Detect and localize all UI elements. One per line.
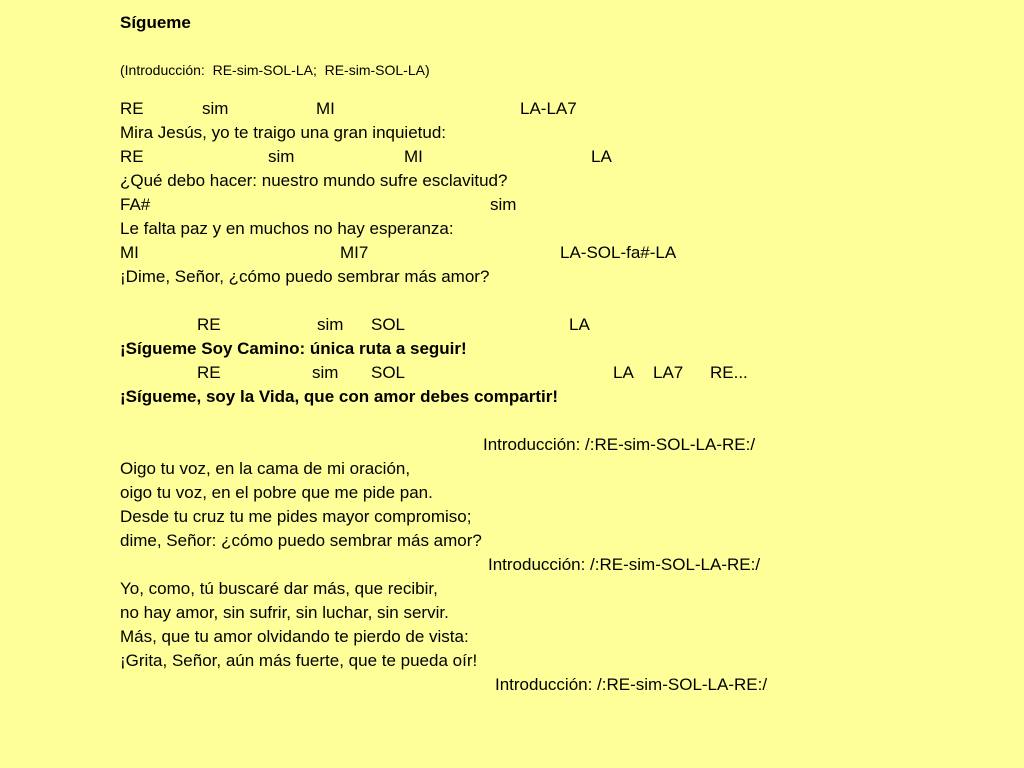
chord: LA <box>591 147 612 166</box>
interlude: Introducción: /:RE-sim-SOL-LA-RE:/ <box>483 435 756 454</box>
chord-line <box>0 362 1024 384</box>
interlude-line <box>0 554 1024 576</box>
interlude: Introducción: /:RE-sim-SOL-LA-RE:/ <box>488 555 761 574</box>
song-title-line <box>0 12 1024 34</box>
lyric: Yo, como, tú buscaré dar más, que recibir, <box>120 579 438 598</box>
lyric-line <box>0 530 1024 552</box>
lyric: ¡Dime, Señor, ¿cómo puedo sembrar más amor? <box>120 267 490 286</box>
chorus-lyric: ¡Sígueme Soy Camino: única ruta a seguir! <box>120 339 467 358</box>
chord: SOL <box>371 363 406 382</box>
song-title: Sígueme <box>120 13 191 32</box>
lyric-line <box>0 170 1024 192</box>
lyric: Le falta paz y en muchos no hay esperanza: <box>120 219 454 238</box>
chord: RE <box>120 99 144 118</box>
interlude-line <box>0 434 1024 456</box>
chord: sim <box>490 195 517 214</box>
lyric: ¿Qué debo hacer: nuestro mundo sufre esclavitud? <box>120 171 508 190</box>
chord: sim <box>312 363 339 382</box>
chord: RE <box>197 363 221 382</box>
chord: MI7 <box>340 243 369 262</box>
lyric-line <box>0 650 1024 672</box>
chord: RE... <box>710 363 748 382</box>
lyric-line <box>0 122 1024 144</box>
lyric-line <box>0 578 1024 600</box>
lyric-line <box>0 626 1024 648</box>
lyric: ¡Grita, Señor, aún más fuerte, que te pueda oír! <box>120 651 478 670</box>
chord: MI <box>120 243 139 262</box>
chord-line <box>0 146 1024 168</box>
chord-line <box>0 242 1024 264</box>
lyric: Desde tu cruz tu me pides mayor compromiso; <box>120 507 472 526</box>
chord: RE <box>120 147 144 166</box>
intro-note-line <box>0 59 1024 81</box>
chord: LA <box>613 363 634 382</box>
lyric-line <box>0 602 1024 624</box>
chord: LA-SOL-fa#-LA <box>560 243 677 262</box>
lyric-line <box>0 266 1024 288</box>
chord: LA7 <box>653 363 684 382</box>
chord-line <box>0 194 1024 216</box>
interlude-line <box>0 674 1024 696</box>
chord: RE <box>197 315 221 334</box>
lyric-line <box>0 506 1024 528</box>
chord: sim <box>202 99 229 118</box>
lyric: Mira Jesús, yo te traigo una gran inquietud: <box>120 123 447 142</box>
lyric: oigo tu voz, en el pobre que me pide pan. <box>120 483 433 502</box>
lyric: dime, Señor: ¿cómo puedo sembrar más amor? <box>120 531 482 550</box>
chord-line <box>0 314 1024 336</box>
chord: sim <box>268 147 295 166</box>
chord: sim <box>317 315 344 334</box>
chord: LA-LA7 <box>520 99 577 118</box>
chorus-lyric-line <box>0 386 1024 408</box>
chord: MI <box>404 147 423 166</box>
chord-line <box>0 98 1024 120</box>
chord: SOL <box>371 315 406 334</box>
chord: LA <box>569 315 590 334</box>
chorus-lyric: ¡Sígueme, soy la Vida, que con amor debes compartir! <box>120 387 559 406</box>
lyric-line <box>0 482 1024 504</box>
intro-note: (Introducción: RE-sim-SOL-LA; RE-sim-SOL-LA) <box>120 62 430 78</box>
chorus-lyric-line <box>0 338 1024 360</box>
interlude: Introducción: /:RE-sim-SOL-LA-RE:/ <box>495 675 768 694</box>
chord: FA# <box>120 195 151 214</box>
lyric: no hay amor, sin sufrir, sin luchar, sin servir. <box>120 603 449 622</box>
lyric-line <box>0 458 1024 480</box>
lyric-line <box>0 218 1024 240</box>
chord: MI <box>316 99 335 118</box>
lyric: Oigo tu voz, en la cama de mi oración, <box>120 459 411 478</box>
lyric: Más, que tu amor olvidando te pierdo de vista: <box>120 627 469 646</box>
